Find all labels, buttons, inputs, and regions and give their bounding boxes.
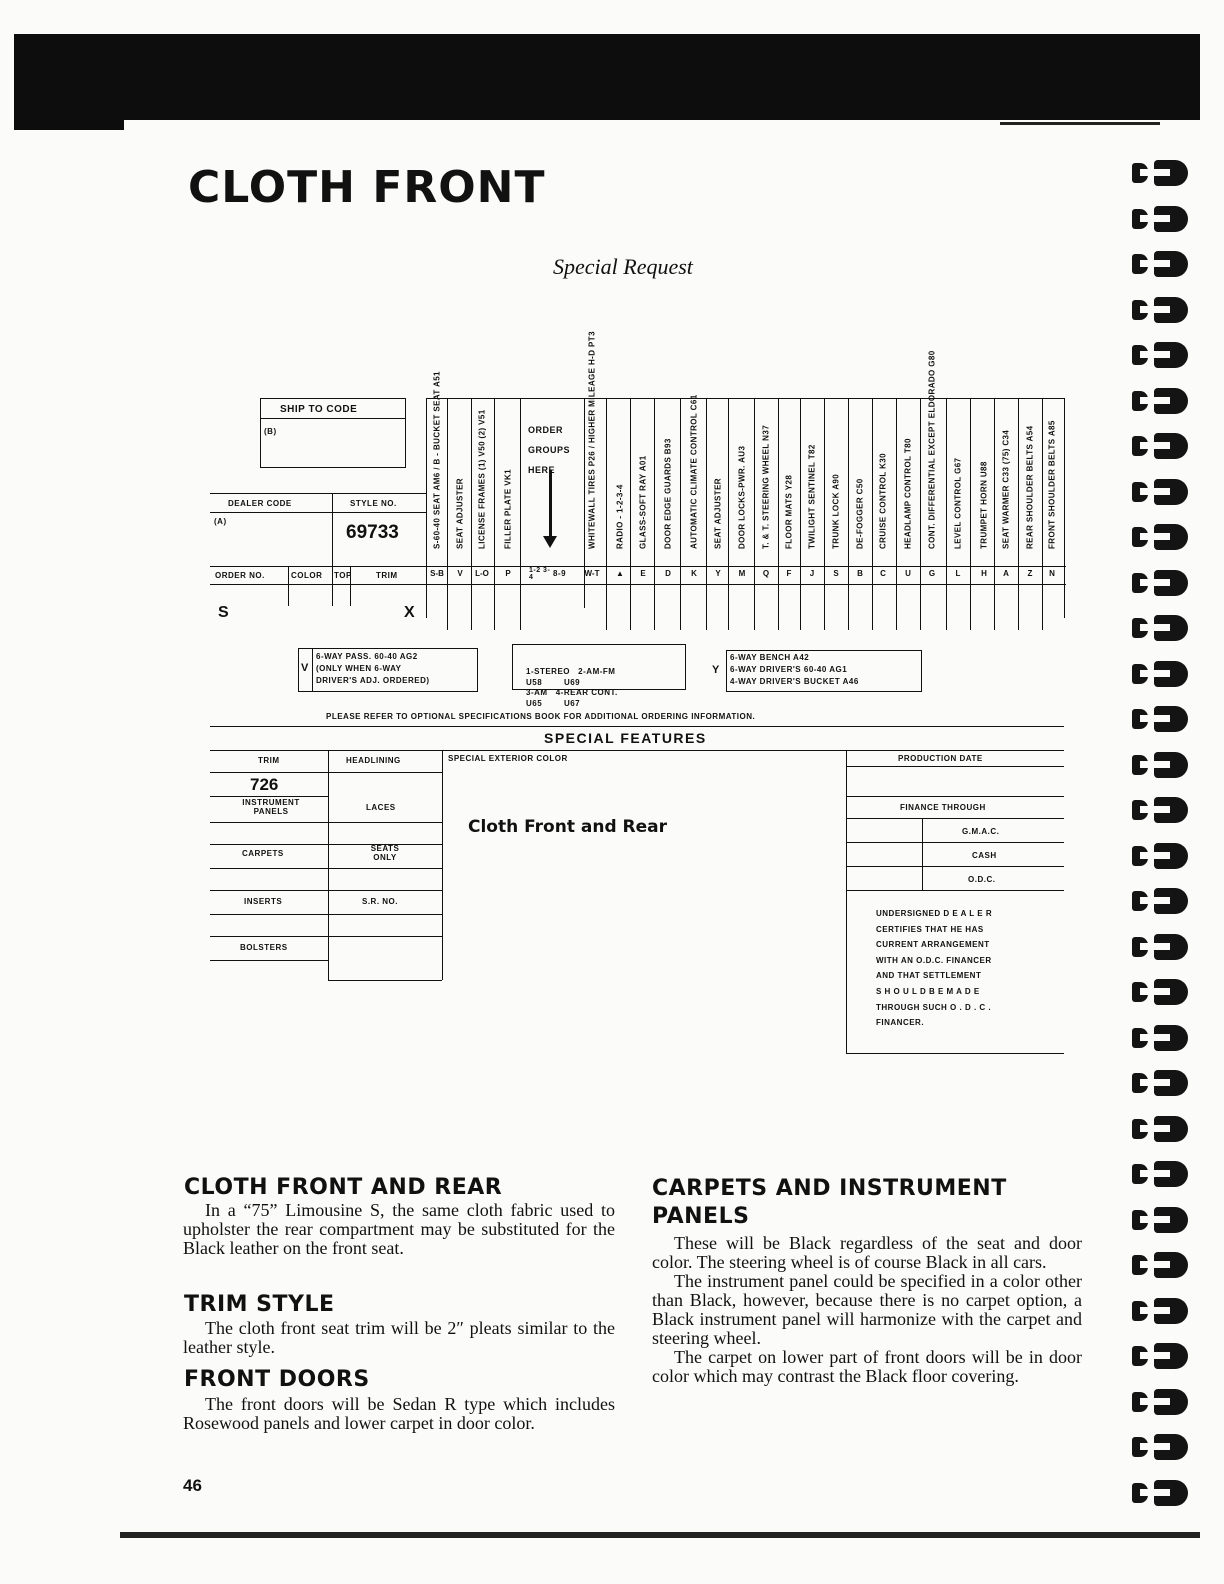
certification-text: UNDERSIGNED D E A L E R CERTIFIES THAT HE HAS CURRENT ARRANGEMENT WITH AN O.D.C. FINANCER AND THAT SETTLEMENT S H O U L D B E M A D E THROUGH SUCH O . D . C . FINANCER. bbox=[876, 909, 993, 1028]
option-code: W-T bbox=[584, 569, 600, 578]
page-subtitle: Special Request bbox=[553, 254, 693, 279]
option-column-header: TRUMPET HORN U88 bbox=[979, 461, 989, 549]
option-column-header: DOOR LOCKS-PWR. AU3 bbox=[737, 445, 747, 549]
heading-trim-style: TRIM STYLE bbox=[184, 1292, 335, 1317]
text-cloth-front-rear: In a “75” Limousine S, the same cloth fabric used to upholster the rear compartment may be substituted for the Black leather on the front seat. bbox=[183, 1200, 615, 1258]
option-column-header: SEAT WARMER C33 (75) C34 bbox=[1001, 429, 1011, 549]
option-code: L bbox=[955, 569, 961, 578]
finance-through-label: FINANCE THROUGH bbox=[900, 803, 986, 812]
option-column-header: T. & T. STEERING WHEEL N37 bbox=[761, 424, 771, 549]
option-code: U bbox=[905, 569, 911, 578]
text-trim-style: The cloth front seat trim will be 2″ pleats similar to the leather style. bbox=[183, 1318, 615, 1357]
special-features-heading: SPECIAL FEATURES bbox=[544, 730, 707, 746]
option-code: Z bbox=[1027, 569, 1033, 578]
option-column-header: S-60-40 SEAT AM6 / B - BUCKET SEAT A51 bbox=[432, 371, 442, 549]
option-code: S bbox=[833, 569, 839, 578]
dealer-code-label: DEALER CODE bbox=[228, 499, 292, 508]
note-radio-lines: 1-STEREO 2-AM-FM U58 U69 3-AM 4-REAR CONT. U65 U67 bbox=[526, 667, 618, 708]
option-column-header: HEADLAMP CONTROL T80 bbox=[903, 438, 913, 549]
option-column-header: SEAT ADJUSTER bbox=[455, 478, 465, 549]
text-carpets-panels: These will be Black regardless of the seat and door color. The steering wheel is of course Black in all cars. The instrument panel could be specified in a color other than Black, however, because there is no carpet option, a Black instrument panel will harmonize with the carpet and steering wheel. The carpet on lower part of front doors will be in door color which may contrast the Black floor covering. bbox=[652, 1233, 1082, 1386]
order-prefix: S bbox=[218, 604, 229, 621]
cash-option: CASH bbox=[972, 851, 997, 860]
option-column-header: FILLER PLATE VK1 bbox=[503, 468, 513, 549]
option-column-header: TRUNK LOCK A90 bbox=[831, 473, 841, 549]
style-no-label: STYLE NO. bbox=[350, 499, 397, 508]
inserts-label: INSERTS bbox=[244, 897, 283, 906]
bolsters-label: BOLSTERS bbox=[240, 943, 288, 952]
seats-only-label: SEATS ONLY bbox=[370, 844, 400, 862]
refer-note: PLEASE REFER TO OPTIONAL SPECIFICATIONS BOOK FOR ADDITIONAL ORDERING INFORMATION. bbox=[326, 712, 756, 721]
handwritten-entry: Cloth Front and Rear bbox=[468, 817, 668, 837]
note-v-letter: V bbox=[301, 662, 309, 674]
option-code: H bbox=[981, 569, 987, 578]
option-column-header: WHITEWALL TIRES P26 / HIGHER MILEAGE H-D PT3 bbox=[587, 331, 597, 549]
option-column-header: DE-FOGGER C50 bbox=[855, 478, 865, 549]
option-code: F bbox=[786, 569, 792, 578]
option-column-header: LICENSE FRAMES (1) V50 (2) V51 bbox=[477, 409, 487, 549]
heading-carpets-panels: CARPETS AND INSTRUMENT PANELS bbox=[652, 1176, 1007, 1229]
trim-value: 726 bbox=[250, 775, 279, 794]
trim-label: TRIM bbox=[376, 571, 398, 580]
sr-no-label: S.R. NO. bbox=[362, 897, 399, 906]
option-code: M bbox=[738, 569, 746, 578]
option-code: Y bbox=[715, 569, 721, 578]
option-code: J bbox=[809, 569, 815, 578]
option-code: S-B bbox=[430, 569, 444, 578]
option-code: C bbox=[880, 569, 886, 578]
page-number: 46 bbox=[183, 1476, 202, 1495]
option-column-header: FRONT SHOULDER BELTS A85 bbox=[1047, 420, 1057, 549]
option-column-header: DOOR EDGE GUARDS B93 bbox=[663, 438, 673, 549]
odc-option: O.D.C. bbox=[968, 875, 996, 884]
carpets-label: CARPETS bbox=[242, 849, 284, 858]
option-column-header: RADIO - 1-2-3-4 bbox=[615, 484, 625, 549]
option-code: L-O bbox=[475, 569, 489, 578]
option-column-header: LEVEL CONTROL G67 bbox=[953, 457, 963, 549]
option-code: A bbox=[1003, 569, 1009, 578]
option-column-header: FLOOR MATS Y28 bbox=[784, 474, 794, 549]
note-y-letter: Y bbox=[712, 664, 720, 676]
style-number: 69733 bbox=[346, 522, 399, 543]
heading-cloth-front-rear: CLOTH FRONT AND REAR bbox=[184, 1175, 503, 1200]
option-column-header: CONT. DIFFERENTIAL EXCEPT ELDORADO G80 bbox=[927, 350, 937, 549]
option-code: G bbox=[928, 569, 936, 578]
dealer-code-sub: (A) bbox=[214, 517, 227, 526]
ship-to-code-label: SHIP TO CODE bbox=[280, 404, 358, 415]
top-label: TOP bbox=[334, 571, 352, 580]
trim-field-label: TRIM bbox=[258, 756, 280, 765]
production-date-label: PRODUCTION DATE bbox=[898, 754, 983, 763]
trim-mark: X bbox=[404, 604, 415, 621]
option-column-header: SEAT ADJUSTER bbox=[713, 478, 723, 549]
option-column-header: REAR SHOULDER BELTS A54 bbox=[1025, 425, 1035, 549]
option-code: B bbox=[857, 569, 863, 578]
page-title: CLOTH FRONT bbox=[188, 162, 546, 213]
option-code: D bbox=[665, 569, 671, 578]
option-code: V bbox=[457, 569, 463, 578]
option-code: P bbox=[505, 569, 511, 578]
option-column-header: AUTOMATIC CLIMATE CONTROL C61 bbox=[689, 394, 699, 549]
note-y-lines: 6-WAY BENCH A42 6-WAY DRIVER'S 60-40 AG1 4-WAY DRIVER'S BUCKET A46 bbox=[730, 653, 859, 686]
option-code: N bbox=[1049, 569, 1055, 578]
instrument-panels-label: INSTRUMENT PANELS bbox=[242, 798, 300, 816]
option-column-header: GLASS-SOFT RAY A01 bbox=[638, 455, 648, 549]
note-v-lines: 6-WAY PASS. 60-40 AG2 (ONLY WHEN 6-WAY DRIVER'S ADJ. ORDERED) bbox=[316, 652, 430, 685]
group-code-2: 8-9 bbox=[553, 569, 567, 578]
heading-front-doors: FRONT DOORS bbox=[184, 1367, 370, 1392]
option-code: Q bbox=[762, 569, 770, 578]
option-column-header: TWILIGHT SENTINEL T82 bbox=[807, 444, 817, 549]
text-front-doors: The front doors will be Sedan R type which includes Rosewood panels and lower carpet in door color. bbox=[183, 1394, 615, 1433]
color-label: COLOR bbox=[291, 571, 323, 580]
ship-to-code-sub: (B) bbox=[264, 427, 277, 436]
bottom-rule bbox=[120, 1532, 1200, 1538]
exterior-color-label: SPECIAL EXTERIOR COLOR bbox=[448, 754, 568, 763]
laces-label: LACES bbox=[366, 803, 396, 812]
order-no-label: ORDER NO. bbox=[215, 571, 265, 580]
option-column-header: CRUISE CONTROL K30 bbox=[878, 453, 888, 549]
order-groups-label: ORDER GROUPS HERE bbox=[528, 425, 571, 475]
gmac-option: G.M.A.C. bbox=[962, 827, 1000, 836]
group-code: 1-2 3-4 bbox=[529, 567, 551, 581]
option-code: K bbox=[691, 569, 697, 578]
option-code: ▲ bbox=[616, 569, 624, 578]
headlining-label: HEADLINING bbox=[346, 756, 401, 765]
option-code: E bbox=[640, 569, 646, 578]
